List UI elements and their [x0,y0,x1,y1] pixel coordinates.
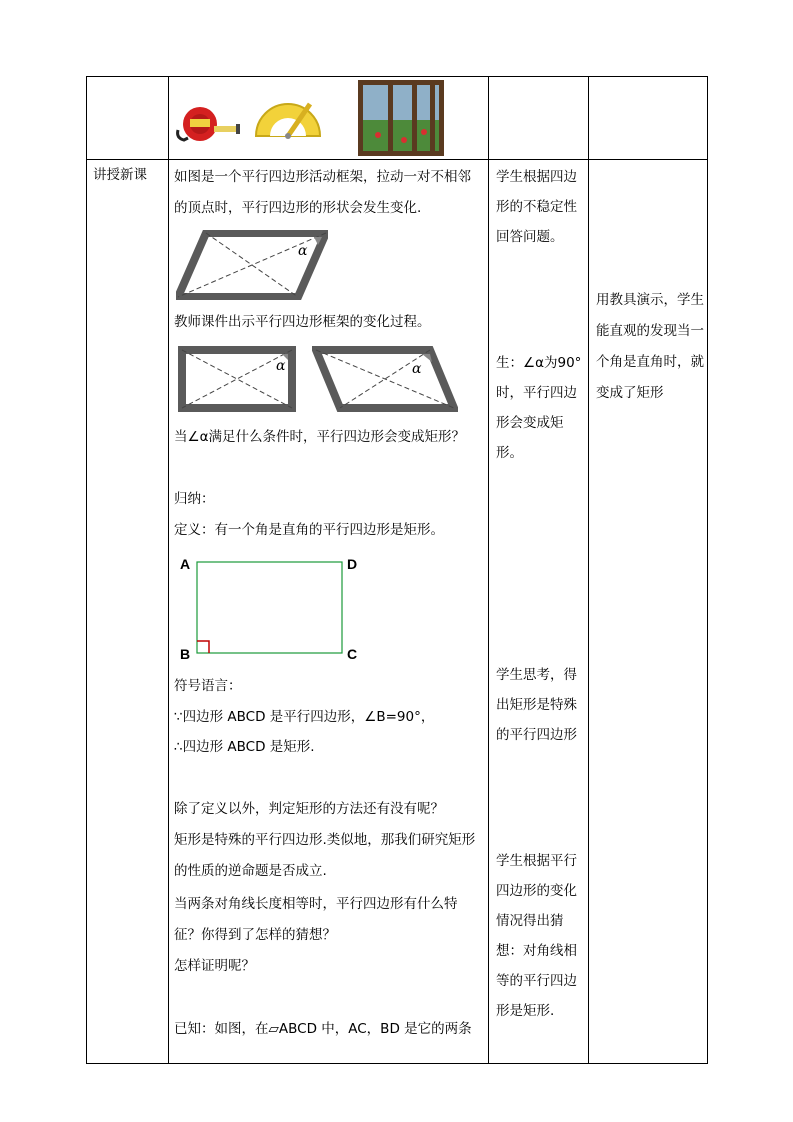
para-4-line-2: 征？你得到了怎样的猜想？ [174,927,336,943]
vertex-label-b: B [180,646,191,662]
parallelogram-frame-figure [176,230,328,300]
para-1-line-2: 的顶点时，平行四边形的形状会发生变化. [174,200,422,216]
symbol-line-1: ∵四边形 ABCD 是平行四边形，∠B=90°， [174,709,435,725]
student-activity-3: 学生思考，得出矩形是特殊的平行四边形 [496,667,577,743]
para-3-line-1: 矩形是特殊的平行四边形.类似地，那我们研究矩形 [174,832,476,848]
col-divider-3 [588,76,589,1064]
vertex-label-d: D [347,556,358,572]
rectangle-abcd-figure [196,561,344,655]
col-divider-2 [488,76,489,1064]
right-angle-mark [197,641,209,653]
question-1: 当∠α满足什么条件时，平行四边形会变成矩形？ [174,429,466,445]
design-intent: 用教具演示，学生能直观的发现当一个角是直角时，就变成了矩形 [596,292,704,401]
alpha-label-3: α [412,361,422,377]
student-activity-1: 学生根据四边形的不稳定性回答问题。 [496,169,577,245]
definition: 定义：有一个角是直角的平行四边形是矩形。 [174,522,444,538]
section-label: 讲授新课 [93,167,147,183]
student-activity-2: 生：∠α为90°时，平行四边形会变成矩形。 [496,355,582,461]
col-divider-4 [707,76,708,1064]
protractor-image [252,96,324,142]
window-image [358,80,444,156]
alpha-label-2: α [276,358,286,374]
symbol-label: 符号语言： [174,678,242,694]
symbol-line-2: ∴四边形 ABCD 是矩形. [174,739,315,755]
col-divider-1 [168,76,169,1064]
para-5: 怎样证明呢？ [174,958,255,974]
para-4-line-1: 当两条对角线长度相等时，平行四边形有什么特 [174,896,458,912]
sheared-frame-figure [312,346,458,412]
col-divider-0 [86,76,87,1064]
para-6: 已知：如图，在▱ABCD 中，AC，BD 是它的两条 [174,1021,472,1037]
table-bottom-border [86,1063,708,1064]
row-divider [86,159,708,160]
para-1-line-1: 如图是一个平行四边形活动框架，拉动一对不相邻 [174,169,471,185]
summary-label: 归纳： [174,491,215,507]
vertex-label-a: A [180,556,191,572]
student-activity-4: 学生根据平行四边形的变化情况得出猜想：对角线相等的平行四边形是矩形. [496,853,577,1019]
para-2: 教师课件出示平行四边形框架的变化过程。 [174,314,431,330]
tape-measure-image [174,102,242,144]
vertex-label-c: C [347,646,358,662]
question-2: 除了定义以外，判定矩形的方法还有没有呢？ [174,801,444,817]
para-3-line-2: 的性质的逆命题是否成立. [174,863,327,879]
table-top-border [86,76,708,77]
alpha-label-1: α [298,243,308,259]
rectangle-frame-figure [178,346,296,412]
